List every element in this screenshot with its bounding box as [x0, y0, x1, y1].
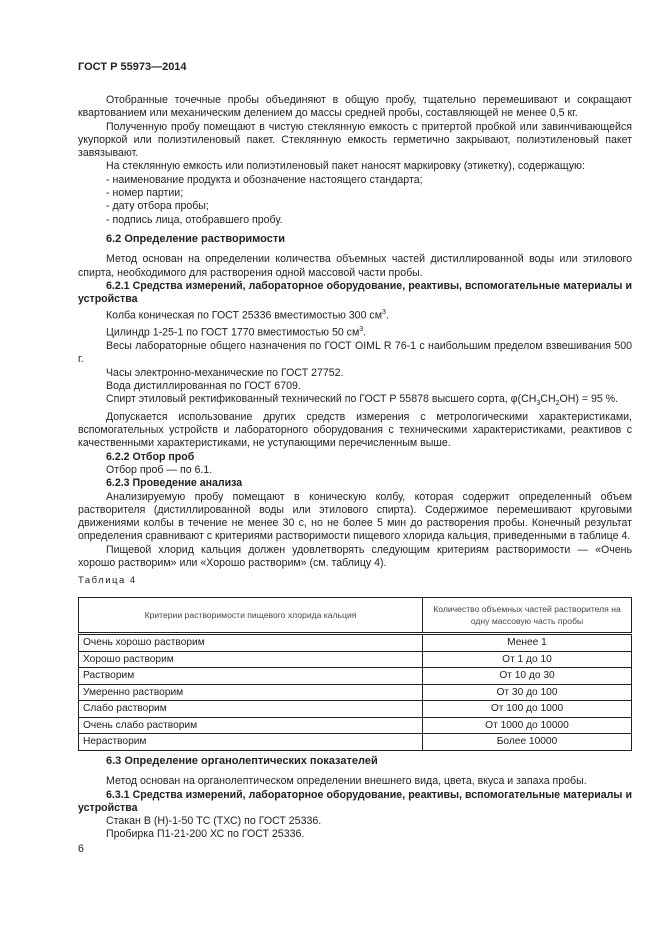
section-6-3 [78, 755, 632, 842]
value-cell: От 10 до 30 [423, 668, 632, 685]
paragraph: Метод основан на определении количества объемных частей дистиллированной воды или этилового спирта, необходимого для растворения одной массовой части пробы. [78, 253, 632, 279]
table-row [79, 684, 632, 701]
subsection-heading: 6.2.2 Отбор проб [106, 450, 195, 463]
value-cell: Менее 1 [423, 634, 632, 652]
value-cell: От 30 до 100 [423, 684, 632, 701]
paragraph: Часы электронно-механические по ГОСТ 27752. [106, 366, 344, 379]
table-row [79, 717, 632, 734]
table-header-row [79, 598, 632, 634]
list-item: - наименование продукта и обозначение настоящего стандарта; [106, 173, 423, 186]
superscript: 3 [359, 326, 364, 334]
criterion-cell: Нерастворим [79, 734, 423, 751]
criterion-cell: Очень слабо растворим [79, 717, 423, 734]
text: CH [540, 393, 556, 406]
section-heading: 6.2 Определение растворимости [106, 233, 286, 245]
text: Цилиндр 1-25-1 по ГОСТ 1770 вместимостью 50 см [106, 326, 360, 339]
value-cell: Более 10000 [423, 734, 632, 751]
criterion-cell: Слабо растворим [79, 701, 423, 718]
text: . [385, 310, 389, 323]
text: . [363, 326, 367, 339]
paragraph [78, 323, 632, 340]
paragraph: Стакан В (Н)-1-50 ТС (ТХС) по ГОСТ 25336. [106, 815, 322, 828]
list-item: - подпись лица, отобравшего пробу. [106, 213, 283, 226]
value-cell: От 1000 до 10000 [423, 717, 632, 734]
table-row [79, 634, 632, 652]
table-row [79, 651, 632, 668]
paragraph [78, 306, 632, 323]
section-6-2 [78, 233, 632, 570]
table-label: Таблица 4 [78, 575, 137, 586]
subsection-heading: 6.2.3 Проведение анализа [106, 477, 243, 490]
criterion-cell: Растворим [79, 668, 423, 685]
paragraph: Вода дистиллированная по ГОСТ 6709. [106, 380, 301, 393]
paragraph: Полученную пробу помещают в чистую стеклянную емкость с притертой пробкой или завинчивающейся укупоркой или полиэтиленовый пакет. Стеклянную емкость герметично закрывают, полиэтиленовый пакет завязывают. [78, 120, 632, 160]
subscript: 3 [536, 400, 541, 408]
table-row [79, 701, 632, 718]
table-row [79, 734, 632, 751]
column-header: Критерии растворимости пищевого хлорида кальция [79, 598, 423, 634]
subsection-heading: 6.2.1 Средства измерений, лабораторное оборудование, реактивы, вспомогательные материалы и устройства [78, 279, 632, 306]
paragraph: Весы лабораторные общего назначения по ГОСТ OIML R 76-1 с наибольшим пределом взвешивания 500 г. [78, 340, 632, 366]
subsection-heading: 6.3.1 Средства измерений, лабораторное оборудование, реактивы, вспомогательные материалы и устройства [78, 788, 632, 814]
value-cell: От 1 до 10 [423, 651, 632, 668]
paragraph: На стеклянную емкость или полиэтиленовый пакет наносят маркировку (этикетку), содержащую: [106, 160, 585, 173]
page-number: 6 [78, 843, 84, 855]
paragraph: Пробирка П1-21-200 ХС по ГОСТ 25336. [106, 828, 305, 841]
superscript: 3 [381, 309, 386, 317]
paragraph: Допускается использование других средств измерения с метрологическими характеристиками, вспомогательных устройств и лабораторного оборудования с техническими характеристиками, реактивов с качественными характеристиками, не уступающими перечисленным выше. [78, 410, 632, 450]
criterion-cell: Очень хорошо растворим [79, 634, 423, 652]
paragraph: Отбор проб — по 6.1. [106, 463, 213, 476]
text: Спирт этиловый ректификованный технический по ГОСТ Р 55878 высшего сорта, φ(CH [106, 393, 537, 406]
paragraph: Пищевой хлорид кальция должен удовлетворять следующим критериям растворимости — «Очень хорошо растворим» или «Хорошо растворим» (см. таблицу 4). [78, 543, 632, 569]
criterion-cell: Хорошо растворим [79, 651, 423, 668]
text: OH) = 95 %. [559, 393, 619, 406]
section-heading: 6.3 Определение органолептических показателей [106, 755, 378, 767]
list-item: - дату отбора пробы; [106, 200, 209, 213]
list-item: - номер партии; [106, 187, 184, 200]
column-header: Количество объемных частей растворителя на одну массовую часть пробы [423, 598, 632, 634]
paragraph: Метод основан на органолептическом определении внешнего вида, цвета, вкуса и запаха пробы. [106, 775, 587, 788]
paragraph [78, 393, 632, 410]
sampling-text [78, 94, 632, 227]
value-cell: От 100 до 1000 [423, 701, 632, 718]
text: Колба коническая по ГОСТ 25336 вместимостью 300 см [106, 310, 382, 323]
table-row [79, 668, 632, 685]
paragraph: Отобранные точечные пробы объединяют в общую пробу, тщательно перемешивают и сокращают квартованием или механическим делением до массы средней пробы, составляющей не менее 0,5 кг. [78, 94, 632, 120]
criterion-cell: Умеренно растворим [79, 684, 423, 701]
solubility-table [78, 597, 632, 751]
document-header: ГОСТ Р 55973—2014 [78, 61, 187, 73]
subscript: 2 [555, 400, 560, 408]
paragraph: Анализируемую пробу помещают в коническую колбу, которая содержит определенный объем растворителя (дистиллированной воды или этилового спирта). Содержимое перемешивают круговыми движениями колбы в течение не менее 30 с, но не более 5 мин до растворения пробы. Конечный результат определения сравнивают с критериями растворимости пищевого хлорида кальция, приведенными в таблице 4. [78, 490, 632, 543]
